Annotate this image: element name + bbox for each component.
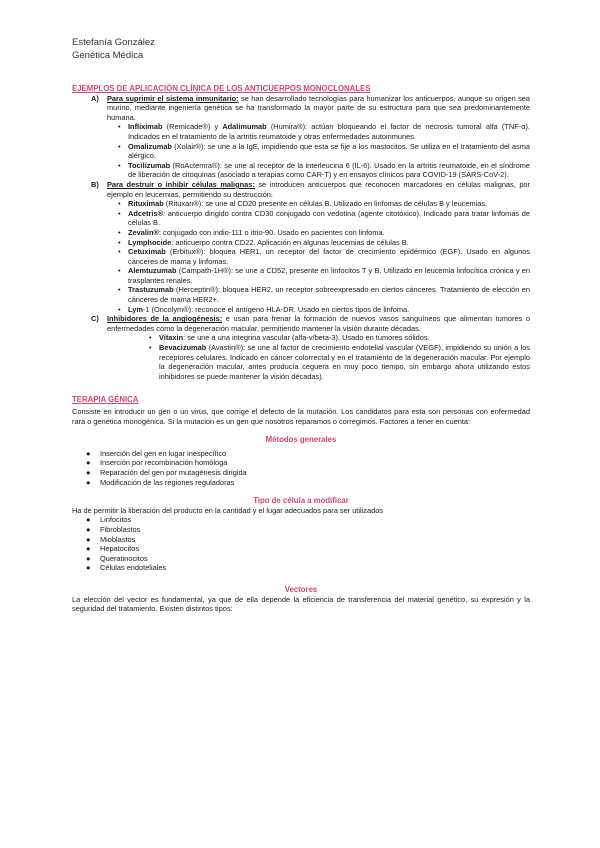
list-item: ● Inserción del gen en lugar inespecífico — [86, 448, 227, 458]
drug-text: (Avastin®): se une al factor de crecimiento endotelial vascular (VEGF), impidiendo su unión a los receptores celulares. Indicado en cáncer colorrectal y en el tratamiento de la degeneración macular. Por ejemplo la degeneración macular, antes producía ceguera en muy poco tiempo, sin embargo ahora utilizando estos inhibidores se puede mantener la visión décadas). — [159, 343, 530, 381]
list-item-text: Queratinocitos — [100, 553, 148, 563]
drug-name: Adalimumab — [222, 122, 267, 132]
drug-text: (Erbitux®): bloquea HER1, un receptor del factor de crecimiento epidérmico (EGF). Usado en algunos cánceres de mama y linfomas. — [128, 247, 530, 266]
item-b — [72, 180, 530, 199]
list-item: ● Fibroblastos — [86, 524, 141, 534]
cells-intro: Ha de permitir la liberación del producto en la cantidad y el lugar adecuados para ser utilizados — [72, 505, 383, 515]
list-item-text: Reparación del gen por mutagénesis dirigida — [100, 467, 247, 477]
list-item: • Tocilizumab (RoActemra®): se une al receptor de la interleucina 6 (IL-6). Usado en la artritis reumatoide, en el síndrome de liberación de citoquinas (asociado a terapias como CAR-T) y en ensayos clínicos para COVID-19 (SARS-CoV-2). — [118, 160, 530, 180]
drug-name: Infliximab — [128, 122, 163, 132]
drug-text: -1 (Oncolym®): reconoce el antígeno HLA-DR. Usado en ciertos tipos de linfoma. — [142, 304, 410, 314]
item-a — [72, 94, 530, 123]
drug-text: (Rituxan®): se une al CD20 presente en células B. Utilizado en linfomas de células B y leucemias. — [163, 199, 488, 209]
subsection-title-cells: Tipo de célula a modificar — [253, 496, 349, 506]
drug-text: (Remicade®) y — [162, 122, 223, 132]
drug-text: : conjugado con indio-111 o itrio-90. Usado en pacientes con linfoma. — [158, 227, 385, 237]
list-item-text: Inserción del gen en lugar inespecífico — [100, 448, 227, 458]
item-c-label: C) — [91, 314, 99, 324]
drug-name: Adcetris® — [128, 208, 164, 218]
list-item: ● Modificación de las regiones reguladoras — [86, 477, 235, 487]
drug-text: (Campath-1H®): se une a CD52, presente en linfocitos T y B. Utilizado en leucemia linfocítica crónica y en trasplantes renales. — [128, 266, 530, 285]
drug-name: Vitaxin — [159, 333, 184, 343]
list-item: • Infliximab (Remicade®) y Adalimumab (Humira®): actúan bloqueando el factor de necrosis tumoral alfa (TNF-α). Indicados en el tratamiento de la artritis reumatoide y otras enfermedades autoinmunes. — [118, 122, 530, 141]
item-b-text: se introducen anticuerpos que reconocen marcadores en células malignas, por ejemplo en leucemias, permitiendo su destrucción. — [107, 179, 531, 199]
list-item: ● Inserción por recombinación homóloga — [86, 458, 228, 468]
list-item: • Bevacizumab (Avastin®): se une al factor de crecimiento endotelial vascular (VEGF), impidiendo su unión a los receptores celulares. Indicado en cáncer colorrectal y en el tratamiento de la degeneración macular. Por ejemplo la degeneración macular, antes producía ceguera en muy poco tiempo, sin embargo ahora utilizando estos inhibidores se puede mantener la visión décadas). — [149, 343, 530, 381]
drug-name: Cetuximab — [128, 247, 166, 257]
list-item-text: Fibroblastos — [100, 524, 141, 534]
drug-text: (Humira®): actúan bloqueando el factor de necrosis tumoral alfa (TNF-α). Indicados en el tratamiento de la artritis reumatoide y otras enfermedades autoinmunes. — [128, 122, 530, 141]
list-item-text: Linfocitos — [100, 515, 132, 525]
section-title-monoclonal: EJEMPLOS DE APLICACIÓN CLÍNICA DE LOS ANTICUERPOS MONOCLONALES — [72, 84, 371, 93]
list-item-text: Inserción por recombinación homóloga — [100, 458, 228, 468]
list-item: • Vitaxin: se une a una integrina vascular (alfa-v/beta-3). Usado en tumores sólidos. — [149, 333, 430, 343]
list-item: • Zevalin®: conjugado con indio-111 o itrio-90. Usado en pacientes con linfoma. — [118, 227, 385, 237]
list-item: ● Reparación del gen por mutagénesis dirigida — [86, 467, 247, 477]
list-item: ● Células endoteliales — [86, 563, 167, 573]
list-item-text: Modificación de las regiones reguladoras — [100, 477, 235, 487]
vectors-text: La elección del vector es fundamental, ya que de ella depende la eficiencia de transferencia del material genético, su expresión y la seguridad del tratamiento. Existen distintos tipos: — [72, 594, 530, 614]
subsection-title-methods: Métodos generales — [265, 435, 337, 445]
gene-therapy-intro: Consiste en introducir un gen o un virus, que corrige el defecto de la mutación. Los candidatos para esta son personas con enfermedad rara o genética monogénica. Si la mutacion es un gen que nosotros reparamos o corregimos. Factores a tener en cuenta: — [72, 407, 530, 426]
drug-name: Alemtuzumab — [128, 266, 177, 276]
list-item-text: Hepatocitos — [100, 544, 140, 554]
list-item: • Cetuximab (Erbitux®): bloquea HER1, un receptor del factor de crecimiento epidérmico (EGF). Usado en algunos cánceres de mama y linfomas. — [118, 247, 530, 266]
list-item-text: Mioblastos — [100, 534, 136, 544]
drug-text: : anticuerpo dirigido contra CD30 conjugado con vedotina (agente citotóxico). Indicado para tratar linfomas de células B. — [128, 208, 530, 228]
item-c-heading: Inhibidores de la angiogénesis: — [107, 314, 223, 324]
list-item: • Lym-1 (Oncolym®): reconoce el antígeno HLA-DR. Usado en ciertos tipos de linfoma. — [118, 304, 410, 314]
list-item: ● Queratinocitos — [86, 553, 148, 563]
drug-text: : se une a una integrina vascular (alfa-v/beta-3). Usado en tumores sólidos. — [183, 333, 430, 343]
list-item: ● Hepatocitos — [86, 544, 140, 554]
drug-name: Lym — [128, 304, 143, 314]
item-a-label: A) — [91, 93, 99, 103]
drug-text: : anticuerpo contra CD22. Aplicación en algunas leucemias de células B. — [171, 237, 409, 247]
drug-name: Tocilizumab — [128, 160, 171, 170]
list-item: • Adcetris®: anticuerpo dirigido contra CD30 conjugado con vedotina (agente citotóxico). Indicado para tratar linfomas de células B. — [118, 208, 530, 228]
section-title-gene-therapy: TERAPIA GÉNICA — [72, 395, 139, 405]
item-b-heading: Para destruir o inhibir células malignas: — [107, 179, 255, 189]
drug-name: Zevalin® — [128, 227, 159, 237]
list-item: • Rituximab (Rituxan®): se une al CD20 presente en células B. Utilizado en linfomas de células B y leucemias. — [118, 199, 488, 209]
drug-name: Trastuzumab — [128, 285, 174, 295]
drug-text: (Xolair®): se une a la IgE, impidiendo que esta se fije a los mastocitos. Se utiliza en el tratamiento del asma alérgico. — [128, 141, 530, 161]
drug-text: (RoActemra®): se une al receptor de la interleucina 6 (IL-6). Usado en la artritis reumatoide, en el síndrome de liberación de citoquinas (asociado a terapias como CAR-T) y en ensayos clínicos para COVID-19 (SARS-CoV-2). — [128, 160, 530, 180]
item-c — [72, 314, 530, 333]
author-name: Estefanía González — [72, 37, 155, 48]
list-item: ● Mioblastos — [86, 534, 136, 544]
drug-text: (Herceptin®): bloquea HER2, un receptor sobreexpresado en ciertos cánceres. Tratamiento de elección en cánceres de mama HER2+. — [128, 285, 530, 305]
list-item: • Lymphocide: anticuerpo contra CD22. Aplicación en algunas leucemias de células B. — [118, 237, 409, 247]
document-body — [72, 84, 530, 614]
drug-name: Omalizumab — [128, 141, 172, 151]
document-header — [72, 36, 155, 62]
item-c-text: e usan para frenar la formación de nuevos vasos sanguíneos que alimentan tumores o enfermedades como la degeneración macular, permitiendo mantener la visión durante décadas. — [107, 314, 530, 333]
list-item-text: Células endoteliales — [100, 563, 167, 573]
item-a-text: se han desarrollado tecnologías para humanizar los anticuerpos, aunque su origen sea murino, mediante ingeniería genética se ha transformado la mayor parte de su estructura para que sea predominantemente humana. — [107, 93, 530, 122]
list-item: ● Linfocitos — [86, 515, 132, 525]
list-item: • Alemtuzumab (Campath-1H®): se une a CD52, presente en linfocitos T y B. Utilizado en leucemia linfocítica crónica y en trasplantes renales. — [118, 266, 530, 285]
drug-name: Rituximab — [128, 199, 164, 209]
drug-name: Lymphocide — [128, 237, 172, 247]
list-item: • Omalizumab (Xolair®): se une a la IgE, impidiendo que esta se fije a los mastocitos. Se utiliza en el tratamiento del asma alérgico. — [118, 141, 530, 161]
item-a-heading: Para suprimir el sistema inmunitario: — [107, 93, 239, 103]
item-b-label: B) — [91, 179, 99, 189]
subsection-title-vectors: Vectores — [284, 584, 318, 594]
list-item: • Trastuzumab (Herceptin®): bloquea HER2, un receptor sobreexpresado en ciertos cánceres. Tratamiento de elección en cánceres de mama HER2+. — [118, 285, 530, 305]
drug-name: Bevacizumab — [159, 343, 207, 353]
subject-name: Genética Médica — [72, 50, 144, 61]
